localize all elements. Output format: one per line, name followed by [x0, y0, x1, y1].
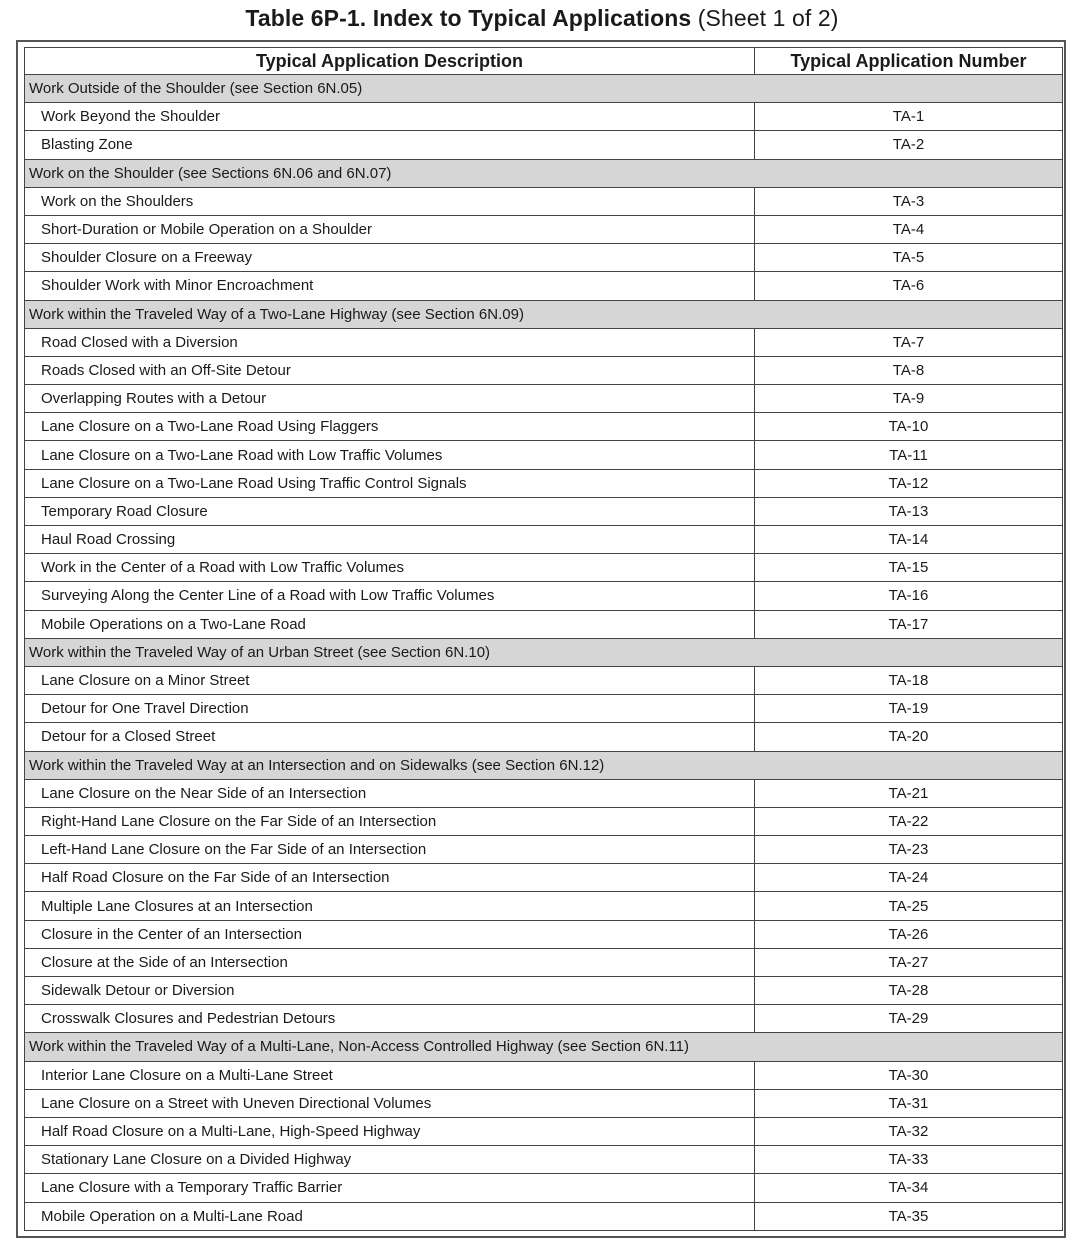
application-number: TA-10 [755, 413, 1063, 441]
application-number: TA-15 [755, 554, 1063, 582]
table-row [25, 582, 1063, 610]
application-number: TA-22 [755, 807, 1063, 835]
table-row [25, 441, 1063, 469]
application-description: Lane Closure on a Street with Uneven Directional Volumes [25, 1089, 755, 1117]
application-number: TA-28 [755, 977, 1063, 1005]
section-heading: Work within the Traveled Way at an Intersection and on Sidewalks (see Section 6N.12) [25, 751, 1063, 779]
application-description: Lane Closure on a Two-Lane Road Using Traffic Control Signals [25, 469, 755, 497]
application-description: Closure in the Center of an Intersection [25, 920, 755, 948]
application-number: TA-34 [755, 1174, 1063, 1202]
application-number: TA-35 [755, 1202, 1063, 1230]
table-row [25, 131, 1063, 159]
application-number: TA-1 [755, 103, 1063, 131]
application-number: TA-23 [755, 836, 1063, 864]
table-row [25, 948, 1063, 976]
table-row [25, 1117, 1063, 1145]
table-row [25, 385, 1063, 413]
application-number: TA-30 [755, 1061, 1063, 1089]
table-row [25, 1202, 1063, 1230]
application-description: Half Road Closure on a Multi-Lane, High-Speed Highway [25, 1117, 755, 1145]
application-description: Crosswalk Closures and Pedestrian Detours [25, 1005, 755, 1033]
application-number: TA-14 [755, 526, 1063, 554]
application-number: TA-32 [755, 1117, 1063, 1145]
section-row [25, 75, 1063, 103]
table-row [25, 666, 1063, 694]
application-number: TA-29 [755, 1005, 1063, 1033]
application-description: Haul Road Crossing [25, 526, 755, 554]
application-description: Lane Closure with a Temporary Traffic Barrier [25, 1174, 755, 1202]
table-row [25, 272, 1063, 300]
table-row [25, 1089, 1063, 1117]
table-row [25, 892, 1063, 920]
application-description: Sidewalk Detour or Diversion [25, 977, 755, 1005]
section-row [25, 159, 1063, 187]
section-row [25, 1033, 1063, 1061]
table-row [25, 526, 1063, 554]
application-number: TA-25 [755, 892, 1063, 920]
application-description: Shoulder Work with Minor Encroachment [25, 272, 755, 300]
application-description: Shoulder Closure on a Freeway [25, 244, 755, 272]
application-description: Lane Closure on the Near Side of an Intersection [25, 779, 755, 807]
application-number: TA-8 [755, 356, 1063, 384]
table-row [25, 920, 1063, 948]
application-description: Blasting Zone [25, 131, 755, 159]
table-row [25, 497, 1063, 525]
application-description: Closure at the Side of an Intersection [25, 948, 755, 976]
section-row [25, 300, 1063, 328]
table-row [25, 836, 1063, 864]
table-row [25, 244, 1063, 272]
number-column-header: Typical Application Number [755, 48, 1063, 75]
description-column-header: Typical Application Description [25, 48, 755, 75]
application-number: TA-21 [755, 779, 1063, 807]
application-number: TA-7 [755, 328, 1063, 356]
application-description: Short-Duration or Mobile Operation on a Shoulder [25, 215, 755, 243]
page-title [0, 4, 1084, 32]
table-row [25, 779, 1063, 807]
table-body [25, 75, 1063, 1231]
application-description: Surveying Along the Center Line of a Road with Low Traffic Volumes [25, 582, 755, 610]
application-number: TA-16 [755, 582, 1063, 610]
application-number: TA-9 [755, 385, 1063, 413]
application-number: TA-5 [755, 244, 1063, 272]
application-number: TA-6 [755, 272, 1063, 300]
application-number: TA-12 [755, 469, 1063, 497]
table-row [25, 1061, 1063, 1089]
table-row [25, 1174, 1063, 1202]
table-title: Table 6P-1. Index to Typical Applications [245, 5, 692, 31]
application-number: TA-20 [755, 723, 1063, 751]
application-description: Half Road Closure on the Far Side of an Intersection [25, 864, 755, 892]
application-description: Detour for a Closed Street [25, 723, 755, 751]
application-description: Lane Closure on a Minor Street [25, 666, 755, 694]
typical-applications-table [24, 47, 1063, 1231]
application-number: TA-2 [755, 131, 1063, 159]
table-row [25, 215, 1063, 243]
application-description: Work in the Center of a Road with Low Traffic Volumes [25, 554, 755, 582]
section-heading: Work within the Traveled Way of an Urban Street (see Section 6N.10) [25, 638, 1063, 666]
application-description: Work Beyond the Shoulder [25, 103, 755, 131]
application-description: Mobile Operation on a Multi-Lane Road [25, 1202, 755, 1230]
table-row [25, 413, 1063, 441]
section-row [25, 751, 1063, 779]
application-number: TA-3 [755, 187, 1063, 215]
header-row [25, 48, 1063, 75]
application-number: TA-24 [755, 864, 1063, 892]
application-number: TA-27 [755, 948, 1063, 976]
application-description: Right-Hand Lane Closure on the Far Side of an Intersection [25, 807, 755, 835]
table-row [25, 328, 1063, 356]
application-number: TA-4 [755, 215, 1063, 243]
application-number: TA-33 [755, 1146, 1063, 1174]
table-row [25, 807, 1063, 835]
application-number: TA-26 [755, 920, 1063, 948]
application-description: Road Closed with a Diversion [25, 328, 755, 356]
application-description: Stationary Lane Closure on a Divided Highway [25, 1146, 755, 1174]
application-number: TA-17 [755, 610, 1063, 638]
section-heading: Work on the Shoulder (see Sections 6N.06 and 6N.07) [25, 159, 1063, 187]
application-description: Work on the Shoulders [25, 187, 755, 215]
application-description: Mobile Operations on a Two-Lane Road [25, 610, 755, 638]
table-row [25, 469, 1063, 497]
application-number: TA-19 [755, 695, 1063, 723]
application-description: Interior Lane Closure on a Multi-Lane Street [25, 1061, 755, 1089]
application-description: Multiple Lane Closures at an Intersection [25, 892, 755, 920]
table-row [25, 610, 1063, 638]
table-row [25, 103, 1063, 131]
table-row [25, 977, 1063, 1005]
application-description: Lane Closure on a Two-Lane Road with Low Traffic Volumes [25, 441, 755, 469]
table-row [25, 554, 1063, 582]
section-heading: Work within the Traveled Way of a Two-Lane Highway (see Section 6N.09) [25, 300, 1063, 328]
application-description: Roads Closed with an Off-Site Detour [25, 356, 755, 384]
section-heading: Work within the Traveled Way of a Multi-Lane, Non-Access Controlled Highway (see Section 6N.11) [25, 1033, 1063, 1061]
table-row [25, 356, 1063, 384]
table-row [25, 1146, 1063, 1174]
application-description: Lane Closure on a Two-Lane Road Using Flaggers [25, 413, 755, 441]
application-description: Temporary Road Closure [25, 497, 755, 525]
sheet-label: (Sheet 1 of 2) [697, 5, 839, 31]
application-description: Left-Hand Lane Closure on the Far Side of an Intersection [25, 836, 755, 864]
application-number: TA-31 [755, 1089, 1063, 1117]
table-row [25, 187, 1063, 215]
table-row [25, 695, 1063, 723]
application-description: Detour for One Travel Direction [25, 695, 755, 723]
application-number: TA-11 [755, 441, 1063, 469]
table-row [25, 1005, 1063, 1033]
application-number: TA-13 [755, 497, 1063, 525]
section-row [25, 638, 1063, 666]
table-row [25, 864, 1063, 892]
table-row [25, 723, 1063, 751]
section-heading: Work Outside of the Shoulder (see Section 6N.05) [25, 75, 1063, 103]
application-number: TA-18 [755, 666, 1063, 694]
application-description: Overlapping Routes with a Detour [25, 385, 755, 413]
